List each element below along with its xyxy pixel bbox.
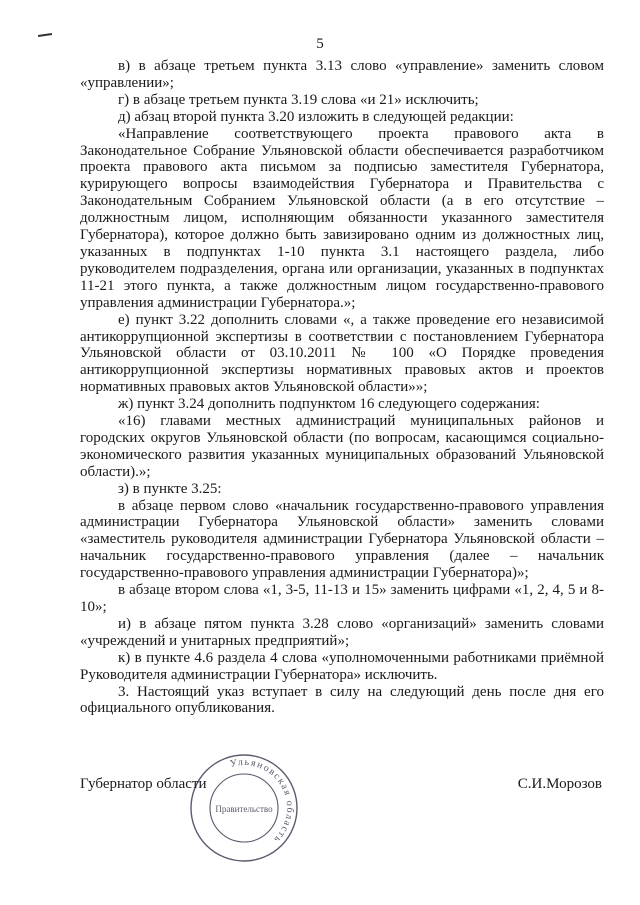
signatory-name: С.И.Морозов	[517, 776, 602, 792]
official-stamp	[188, 752, 300, 864]
paragraph-e: е) пункт 3.22 дополнить словами «, а также проведение его независимой антикоррупционной экспертизы в соответствии с постановлением Губернатора Ульяновской области от 03.10.2011 № 100 «О Порядке проведения антикоррупционной экспертизы нормативных правовых актов и проектов нормативных правовых актов Ульяновской области»»;	[80, 311, 604, 396]
paragraph-k: к) в пункте 4.6 раздела 4 слова «уполномоченными работниками приёмной Руководителя администрации Губернатора» исключить.	[80, 649, 604, 683]
paragraph-v: в) в абзаце третьем пункта 3.13 слово «управление» заменить словом «управлении»;	[80, 58, 604, 91]
paragraph-d: д) абзац второй пункта 3.20 изложить в следующей редакции:	[118, 108, 514, 125]
paragraph-zh: ж) пункт 3.24 дополнить подпунктом 16 следующего содержания:	[118, 396, 540, 413]
stamp-seal-icon	[188, 752, 300, 864]
paragraph-z-first: в абзаце первом слово «начальник государственно-правового управления администрации Губернатора Ульяновской области» заменить словами «заместитель руководителя администрации Губернатора Ульяновской области – начальник государственно-правового управления (далее – начальник государственно-правового управления администрации Губернатора)»;	[80, 497, 604, 582]
paragraph-3: 3. Настоящий указ вступает в силу на следующий день после дня его официального опубликования.	[80, 683, 604, 717]
signatory-position: Губернатор области	[80, 776, 207, 792]
paragraph-quote-16: «16) главами местных администраций муниципальных районов и городских округов Ульяновской области (по вопросам, касающимся социально-экономического развития указанных муниципальных образований Ульяновской области).»;	[80, 413, 604, 480]
paragraph-z-second: в абзаце втором слова «1, 3-5, 11-13 и 15» заменить цифрами «1, 2, 4, 5 и 8-10»;	[80, 582, 604, 615]
document-body	[80, 58, 604, 717]
paragraph-g: г) в абзаце третьем пункта 3.19 слова «и 21» исключить;	[118, 91, 479, 108]
paragraph-i: и) в абзаце пятом пункта 3.28 слово «организаций» заменить словами «учреждений и унитарных предприятий»;	[80, 615, 604, 649]
page-number: 5	[316, 36, 324, 52]
paragraph-quote-3-20: «Направление соответствующего проекта правового акта в Законодательное Собрание Ульяновской области обеспечивается разработчиком проекта правового акта письмом за подписью заместителя Губернатора, курирующего вопросы взаимодействия Губернатора и Правительства с Законодательным Собранием Ульяновской области (а в его отсутствие – должностным лицом, исполняющим обязанности указанного заместителя Губернатора), которое должно быть завизировано одним из должностных лиц, указанных в подпунктах 1-10 пункта 3.1 настоящего раздела, либо руководителем подразделения, органа или организации, указанных в подпунктах 11-21 этого пункта, а также должностным лицом государственно-правового управления администрации Губернатора.»;	[80, 125, 604, 311]
stamp-inner-text: Правительство	[215, 804, 273, 814]
signature-block	[80, 776, 604, 796]
paragraph-z: з) в пункте 3.25:	[118, 480, 222, 497]
stamp-outer-text: Ульяновская область	[228, 756, 296, 846]
